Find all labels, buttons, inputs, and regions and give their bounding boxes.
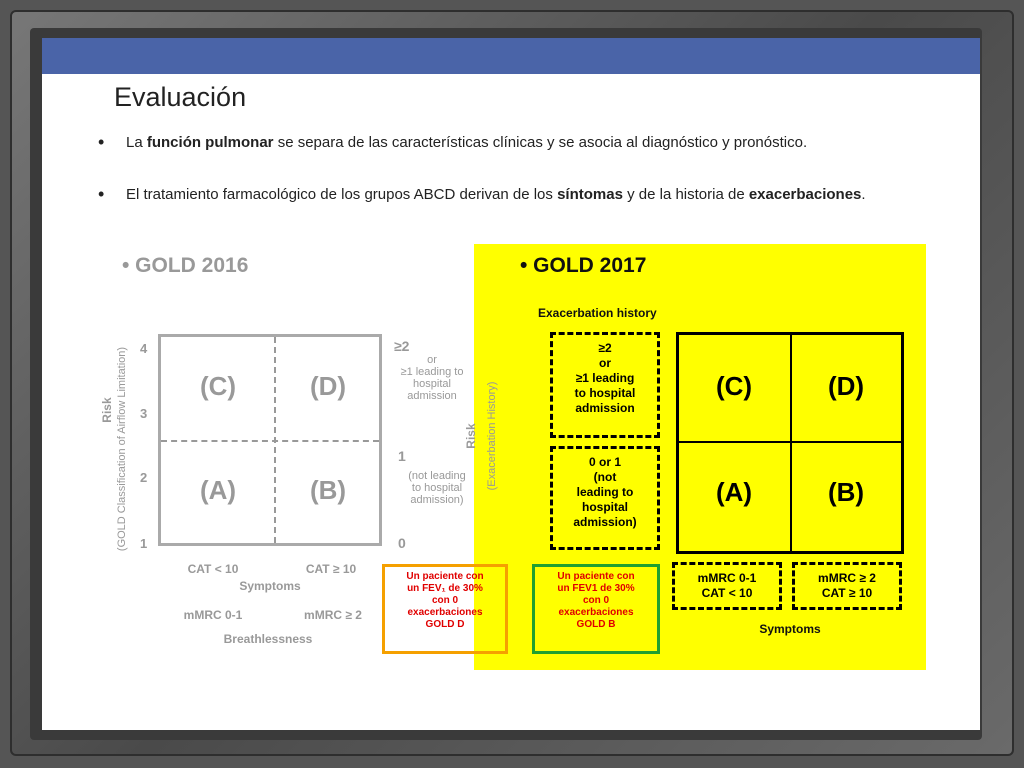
x-axis-title-breathlessness: Breathlessness — [223, 632, 313, 646]
slide — [42, 38, 980, 730]
exacerbation-low-box: 0 or 1 (not leading to hospital admission) — [550, 446, 660, 550]
gold-2016-right-risk-subtitle: (Exacerbation History) — [486, 381, 498, 491]
gold-2016-risk-subtitle: (GOLD Classification of Airflow Limitation) — [116, 346, 128, 552]
y-tick-3: 3 — [140, 406, 148, 421]
gold-2016-cell-d: (D) — [309, 371, 347, 401]
note-gold-b: Un paciente con un FEV1 de 30% con 0 exacerbaciones GOLD B — [532, 564, 660, 654]
gold-2016-cell-a: (A) — [199, 475, 237, 505]
x-label-mmrc-low: mMRC 0-1 — [183, 608, 243, 622]
y-tick-1: 1 — [140, 536, 148, 551]
gold-2017-cell-d: (D) — [827, 371, 865, 401]
gold-2016-cell-b: (B) — [309, 475, 347, 505]
grid-divider-horizontal — [679, 441, 901, 443]
bullet-1: • La función pulmonar se separa de las características clínicas y se asocia al diagnóstico y pronóstico. — [126, 134, 866, 152]
slide-header-bar — [42, 38, 980, 74]
gold-2017-cell-c: (C) — [715, 371, 753, 401]
grid-divider-horizontal — [161, 440, 379, 442]
note-gold-d: Un paciente con un FEV₁ de 30% con 0 exacerbaciones GOLD D — [382, 564, 508, 654]
slide-title: Evaluación — [114, 82, 247, 112]
gold-2016-risk-high: ≥2 — [394, 338, 410, 354]
symptoms-high-box: mMRC ≥ 2 CAT ≥ 10 — [792, 562, 902, 610]
x-label-mmrc-high: mMRC ≥ 2 — [304, 608, 362, 622]
gold-2017-cell-a: (A) — [715, 477, 753, 507]
gold-2017-exacerbation-title: Exacerbation history — [538, 306, 657, 320]
bullet-2: • El tratamiento farmacológico de los grupos ABCD derivan de los síntomas y de la historia de exacerbaciones. — [126, 186, 866, 204]
gold-2017-heading: • GOLD 2017 — [520, 254, 647, 277]
x-axis-title-symptoms: Symptoms — [239, 579, 301, 593]
gold-2016-grid — [158, 334, 382, 546]
symptoms-low-box: mMRC 0-1 CAT < 10 — [672, 562, 782, 610]
exacerbation-high-box: ≥2 or ≥1 leading to hospital admission — [550, 332, 660, 438]
y-tick-4: 4 — [140, 341, 148, 356]
gold-2017-symptoms-title: Symptoms — [759, 622, 821, 636]
gold-2016-risk-low-text: (not leading to hospital admission) — [408, 470, 466, 506]
gold-2016-heading: • GOLD 2016 — [122, 254, 249, 277]
gold-2017-cell-b: (B) — [827, 477, 865, 507]
gold-2016-right-risk-label: Risk — [464, 423, 478, 449]
x-label-cat-high: CAT ≥ 10 — [305, 562, 357, 576]
y-tick-2: 2 — [140, 470, 148, 485]
grid-divider-vertical — [790, 335, 792, 551]
gold-2017-grid — [676, 332, 904, 554]
gold-2016-risk-high-text: or ≥1 leading to hospital admission — [400, 354, 464, 402]
x-label-cat-low: CAT < 10 — [187, 562, 239, 576]
gold-2016-risk-label: Risk — [100, 397, 114, 423]
gold-2016-risk-low: 1 — [398, 448, 406, 464]
gold-2016-risk-zero: 0 — [398, 535, 406, 551]
gold-2016-cell-c: (C) — [199, 371, 237, 401]
